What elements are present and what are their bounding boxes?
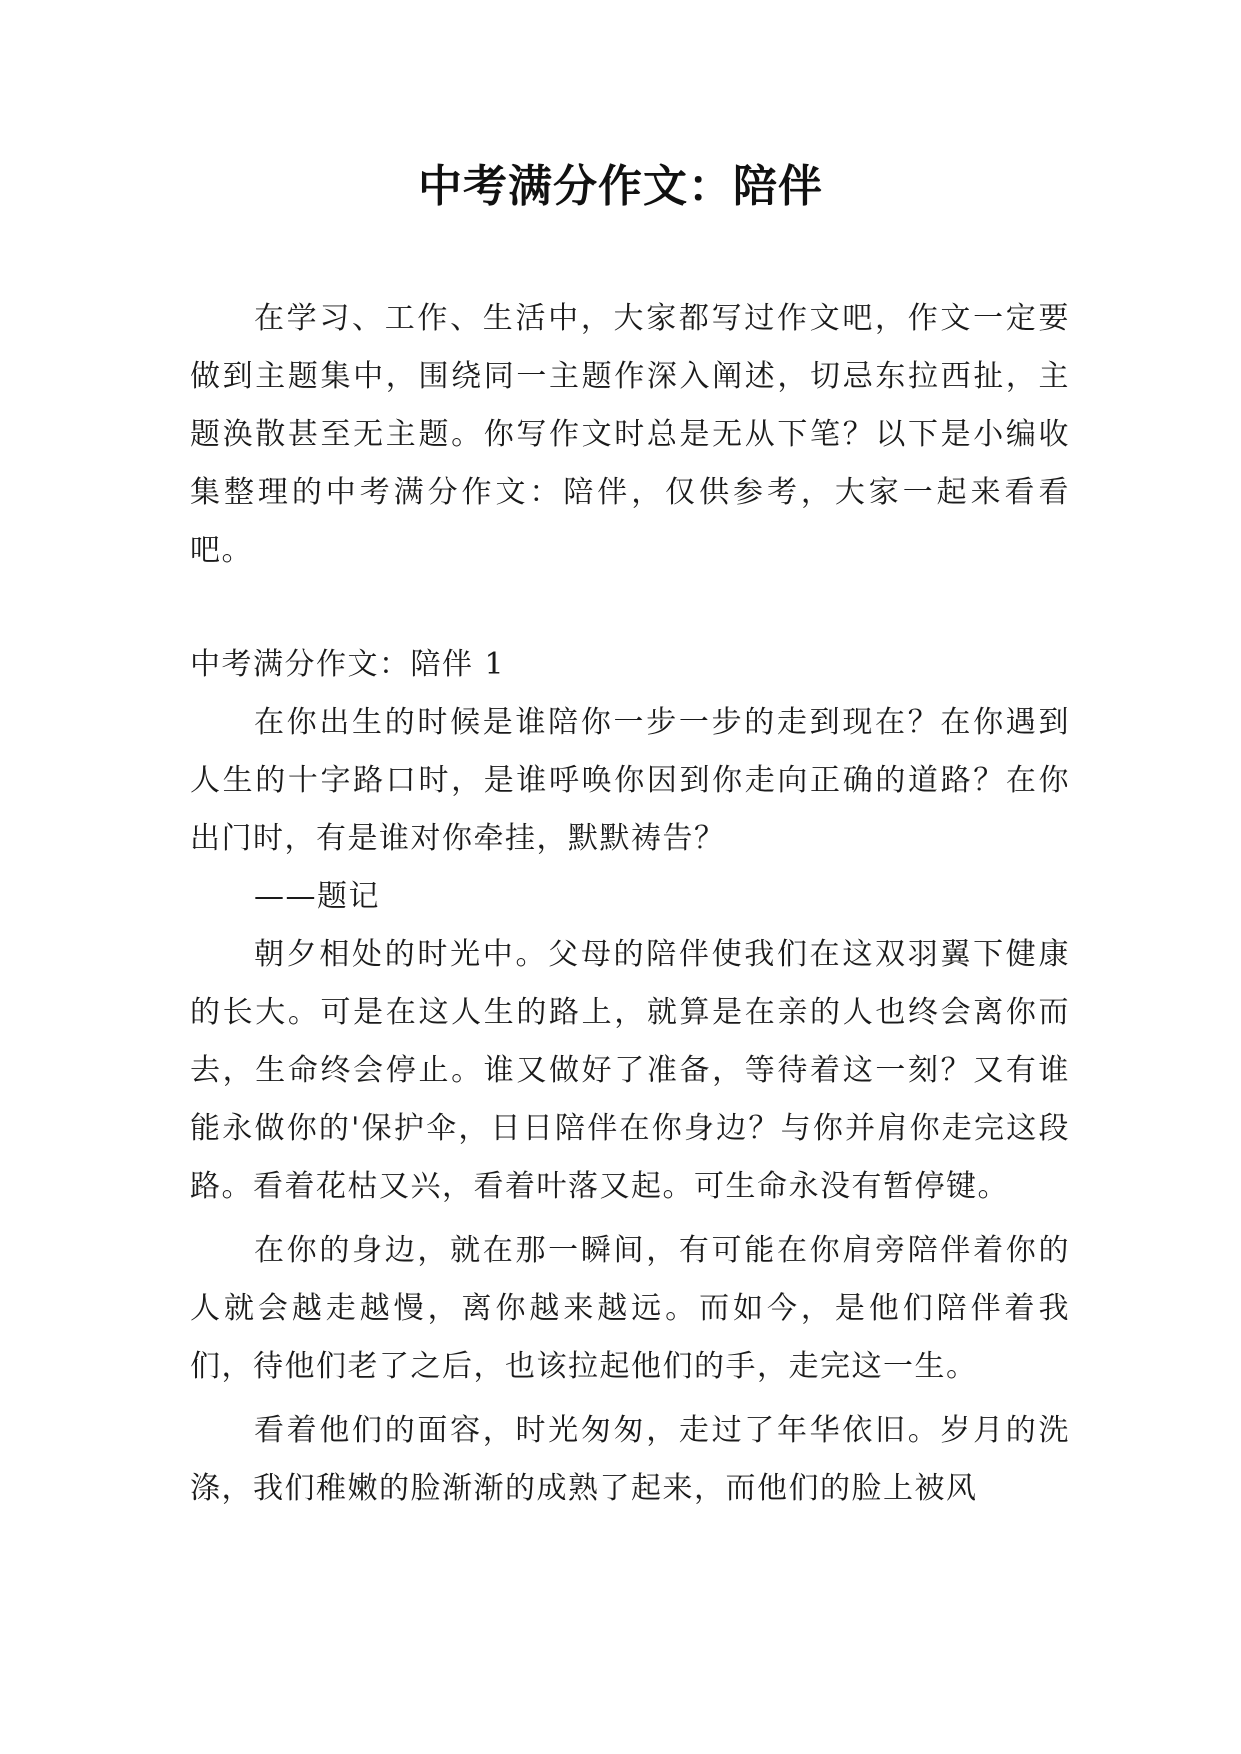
section-heading: 中考满分作文：陪伴 1 [190,647,506,682]
essay-paragraph-3: 在你的身边，就在那一瞬间，有可能在你肩旁陪伴着你的人就会越走越慢，离你越来越远。而如今，是他们陪伴着我们，待他们老了之后，也该拉起他们的手，走完这一生。 [190,1233,1070,1384]
document-body [190,290,1070,1518]
epigraph: ——题记 [254,879,380,914]
essay-paragraph-4: 看着他们的面容，时光匆匆，走过了年华依旧。岁月的洗涤，我们稚嫩的脸渐渐的成熟了起来，而他们的脸上被风 [190,1413,1070,1506]
document-title: 中考满分作文：陪伴 [418,161,823,212]
section-spacer [190,580,1070,636]
essay-paragraph-2: 朝夕相处的时光中。父母的陪伴使我们在这双羽翼下健康的长大。可是在这人生的路上，就算是在亲的人也终会离你而去，生命终会停止。谁又做好了准备，等待着这一刻？又有谁能永做你的'保护伞，日日陪伴在你身边？与你并肩你走完这段路。看着花枯又兴，看着叶落又起。可生命永没有暂停键。 [190,937,1070,1204]
intro-paragraph: 在学习、工作、生活中，大家都写过作文吧，作文一定要做到主题集中，围绕同一主题作深入阐述，切忌东拉西扯，主题涣散甚至无主题。你写作文时总是无从下笔？以下是小编收集整理的中考满分作文：陪伴，仅供参考，大家一起来看看吧。 [190,301,1070,568]
essay-paragraph-1: 在你出生的时候是谁陪你一步一步的走到现在？在你遇到人生的十字路口时，是谁呼唤你因到你走向正确的道路？在你出门时，有是谁对你牵挂，默默祷告？ [190,705,1070,856]
